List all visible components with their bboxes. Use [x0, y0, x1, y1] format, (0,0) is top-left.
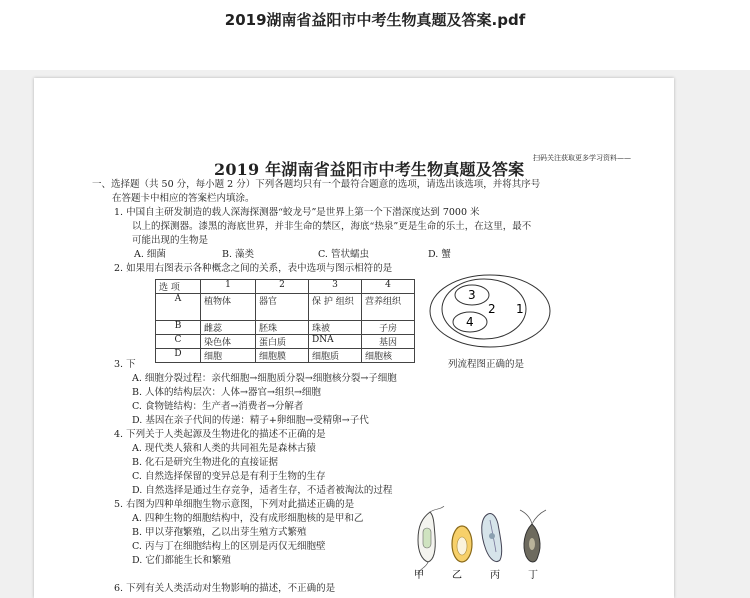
table-cell: DNA — [309, 335, 362, 349]
q2-stem: 2. 如果用右图表示各种概念之间的关系，表中选项与图示相符的是 — [114, 263, 393, 274]
table-cell: 细胞质 — [309, 349, 362, 363]
figure-label-jia: 甲 — [414, 570, 424, 581]
table-cell: 营养组织 — [362, 294, 415, 321]
table-cell: 器官 — [256, 294, 309, 321]
diagram-label-1: 1 — [516, 302, 524, 316]
q4-option-a: A. 现代类人猿和人类的共同祖先是森林古猿 — [132, 443, 316, 454]
q5-option-b: B. 甲以芽孢繁殖，乙以出芽生殖方式繁殖 — [132, 527, 307, 538]
q3-stem-start: 3. 下 — [114, 359, 136, 370]
figure-label-yi: 乙 — [452, 570, 462, 581]
q4-stem: 4. 下列关于人类起源及生物进化的描述不正确的是 — [114, 429, 326, 440]
q3-option-b: B. 人体的结构层次：人体→器官→组织→细胞 — [132, 387, 321, 398]
table-cell: 选 项 — [156, 280, 201, 294]
table-cell: 雌蕊 — [201, 321, 256, 335]
viewer-topbar — [0, 0, 750, 70]
q4-option-d: D. 自然选择是通过生存竞争，适者生存，不适者被淘汰的过程 — [132, 485, 393, 496]
q1-line3: 可能出现的生物是 — [132, 235, 209, 246]
side-note: 扫码关注获取更多学习资料—— — [533, 154, 631, 162]
q6-stem: 6. 下列有关人类活动对生物影响的描述，不正确的是 — [114, 583, 336, 594]
table-row — [156, 294, 415, 321]
table-cell: 蛋白质 — [256, 335, 309, 349]
q5-option-d: D. 它们都能生长和繁殖 — [132, 555, 231, 566]
organism-jia — [418, 506, 444, 574]
q1-option-a: A. 细菌 — [134, 249, 166, 260]
organism-ding — [520, 510, 546, 562]
diagram-label-2: 2 — [488, 302, 496, 316]
q5-option-c: C. 丙与丁在细胞结构上的区别是丙仅无细胞壁 — [132, 541, 326, 552]
table-cell: 珠被 — [309, 321, 362, 335]
q1-line1: 1. 中国自主研发制造的载人深海探测器“蛟龙号”是世界上第一个下潜深度达到 7000 米 — [114, 207, 480, 218]
table-cell: 子房 — [362, 321, 415, 335]
table-cell: 保 护 组织 — [309, 294, 362, 321]
q1-option-c: C. 管状蠕虫 — [318, 249, 369, 260]
figure-label-bing: 丙 — [490, 570, 500, 581]
file-title: 2019湖南省益阳市中考生物真题及答案.pdf — [224, 11, 526, 29]
table-cell: 4 — [362, 280, 415, 294]
organism-yi — [452, 526, 472, 562]
concept-diagram — [428, 273, 556, 353]
table-cell: 细胞膜 — [256, 349, 309, 363]
table-cell: C — [156, 335, 201, 349]
section1-line1: 一、选择题（共 50 分，每小题 2 分）下列各题均只有一个最符合题意的选项，请选出该选项，并将其序号 — [92, 179, 541, 190]
q3-stem-end: 列流程图正确的是 — [448, 359, 525, 370]
table-cell: B — [156, 321, 201, 335]
q3-option-d: D. 基因在亲子代间的传递：精子+卵细胞→受精卵→子代 — [132, 415, 369, 426]
q4-option-c: C. 自然选择保留的变异总是有利于生物的生存 — [132, 471, 326, 482]
q1-option-d: D. 蟹 — [428, 249, 451, 260]
table-cell: 2 — [256, 280, 309, 294]
table-row — [156, 335, 415, 349]
table-cell: 染色体 — [201, 335, 256, 349]
q3-option-c: C. 食物链结构：生产者→消费者→分解者 — [132, 401, 304, 412]
doc-title: 2019 年湖南省益阳市中考生物真题及答案 — [214, 160, 525, 179]
q1-line2: 以上的探测器。漆黑的海底世界，并非生命的禁区，海底“热泉”更是生命的乐土，在这里，最不 — [132, 221, 532, 232]
figure-label-ding: 丁 — [528, 570, 538, 581]
table-row — [156, 321, 415, 335]
q3-option-a: A. 细胞分裂过程：亲代细胞→细胞质分裂→细胞核分裂→子细胞 — [132, 373, 397, 384]
table-row — [156, 349, 415, 363]
table-cell: 细胞 — [201, 349, 256, 363]
q5-option-a: A. 四种生物的细胞结构中，没有成形细胞核的是甲和乙 — [132, 513, 364, 524]
table-cell: D — [156, 349, 201, 363]
single-cell-organisms-figure — [404, 506, 564, 582]
table-cell: 细胞核 — [362, 349, 415, 363]
q2-table — [155, 279, 415, 363]
table-header-row — [156, 280, 415, 294]
q5-stem: 5. 右图为四种单细胞生物示意图，下列对此描述正确的是 — [114, 499, 355, 510]
table-cell: 胚珠 — [256, 321, 309, 335]
diagram-label-3: 3 — [468, 288, 476, 302]
table-cell: 植物体 — [201, 294, 256, 321]
pdf-page[interactable] — [34, 78, 674, 598]
q1-option-b: B. 藻类 — [222, 249, 255, 260]
table-cell: 基因 — [362, 335, 415, 349]
table-cell: 3 — [309, 280, 362, 294]
organism-bing — [482, 513, 502, 561]
table-cell: A — [156, 294, 201, 321]
section1-line2: 在答题卡中相应的答案栏内填涂。 — [112, 193, 255, 204]
q4-option-b: B. 化石是研究生物进化的直接证据 — [132, 457, 279, 468]
diagram-label-4: 4 — [466, 315, 474, 329]
table-cell: 1 — [201, 280, 256, 294]
